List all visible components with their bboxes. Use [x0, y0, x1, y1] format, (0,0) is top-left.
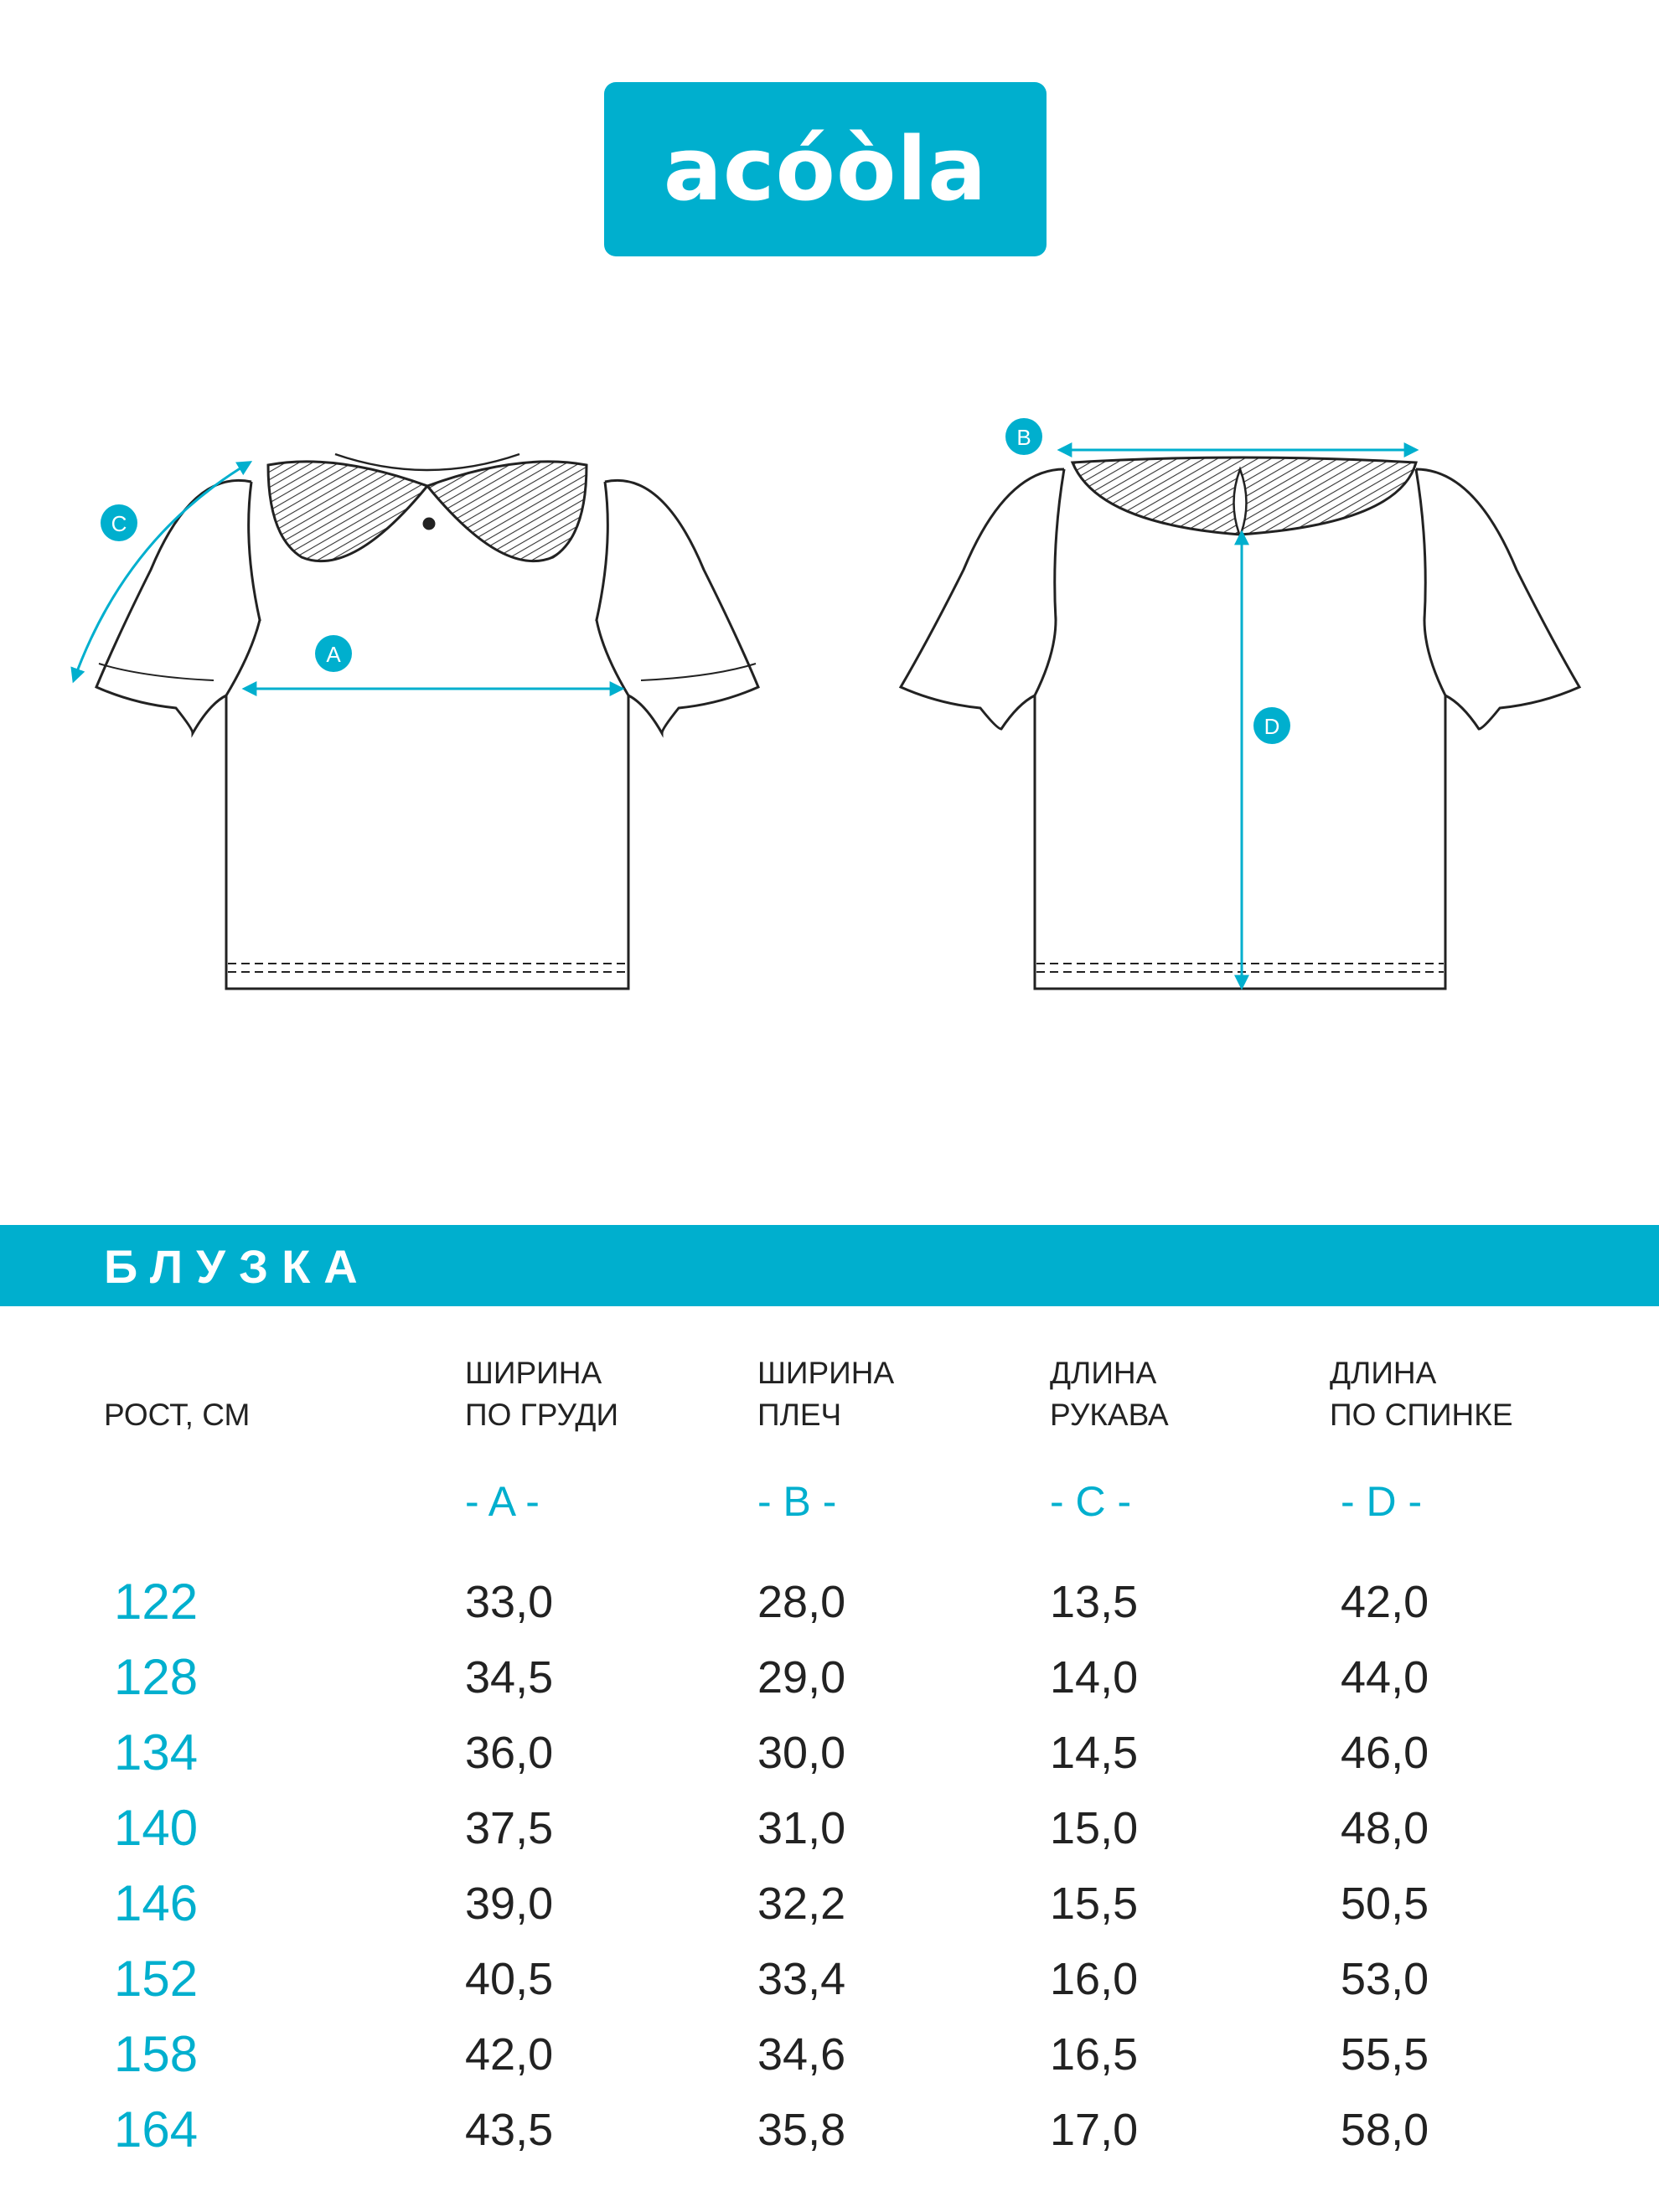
table-cell: 13,5: [1050, 1577, 1139, 1627]
garment-sketch: [0, 402, 1659, 1039]
table-cell: 30,0: [757, 1728, 846, 1778]
table-cell: 43,5: [465, 2105, 554, 2155]
back-view: [901, 457, 1579, 989]
table-cell: 14,0: [1050, 1652, 1139, 1703]
table-cell: 44,0: [1341, 1652, 1429, 1703]
product-title-band: [0, 1225, 1659, 1306]
row-height-134: 134: [114, 1724, 199, 1780]
table-cell: 36,0: [465, 1728, 554, 1778]
table-cell: 29,0: [757, 1652, 846, 1703]
table-cell: 42,0: [465, 2029, 554, 2080]
product-title: БЛУЗКА: [104, 1240, 371, 1293]
col-letter-d: - D -: [1341, 1478, 1423, 1525]
table-cell: 35,8: [757, 2105, 846, 2155]
col-header-chest-width: ШИРИНА ПО ГРУДИ: [465, 1356, 619, 1432]
row-height-128: 128: [114, 1649, 199, 1705]
row-height-122: 122: [114, 1574, 199, 1630]
table-cell: 15,5: [1050, 1879, 1139, 1929]
front-view: [96, 454, 758, 989]
row-height-152: 152: [114, 1951, 199, 2007]
table-cell: 28,0: [757, 1577, 846, 1627]
table-cell: 32,2: [757, 1879, 846, 1929]
table-cell: 33,4: [757, 1954, 846, 2004]
table-cell: 16,0: [1050, 1954, 1139, 2004]
row-height-158: 158: [114, 2026, 199, 2082]
col-header-shoulder-width: ШИРИНА ПЛЕЧ: [757, 1356, 895, 1432]
table-cell: 53,0: [1341, 1954, 1429, 2004]
row-height-140: 140: [114, 1800, 199, 1856]
row-height-146: 146: [114, 1875, 199, 1931]
row-height-164: 164: [114, 2101, 199, 2158]
col-header-sleeve-length: ДЛИНА РУКАВА: [1050, 1356, 1169, 1432]
table-cell: 37,5: [465, 1803, 554, 1853]
table-cell: 17,0: [1050, 2105, 1139, 2155]
table-cell: 31,0: [757, 1803, 846, 1853]
table-cell: 34,5: [465, 1652, 554, 1703]
marker-a-label: A: [326, 642, 341, 667]
table-cell: 55,5: [1341, 2029, 1429, 2080]
col-letter-a: - A -: [465, 1478, 540, 1525]
table-cell: 42,0: [1341, 1577, 1429, 1627]
marker-d: [1253, 707, 1290, 744]
marker-d-label: D: [1264, 714, 1280, 739]
table-cell: 15,0: [1050, 1803, 1139, 1853]
table-cell: 34,6: [757, 2029, 846, 2080]
marker-c: [101, 504, 137, 541]
table-cell: 39,0: [465, 1879, 554, 1929]
row-header: РОСТ, СМ: [104, 1398, 251, 1432]
marker-b-label: B: [1016, 425, 1031, 450]
table-cell: 14,5: [1050, 1728, 1139, 1778]
col-header-back-length: ДЛИНА ПО СПИНКЕ: [1330, 1356, 1513, 1432]
col-letter-c: - C -: [1050, 1478, 1132, 1525]
table-cell: 40,5: [465, 1954, 554, 2004]
brand-logo: [604, 82, 1047, 256]
col-letter-b: - B -: [757, 1478, 837, 1525]
table-cell: 33,0: [465, 1577, 554, 1627]
marker-a: [315, 635, 352, 672]
table-cell: 16,5: [1050, 2029, 1139, 2080]
table-cell: 50,5: [1341, 1879, 1429, 1929]
table-cell: 46,0: [1341, 1728, 1429, 1778]
table-cell: 58,0: [1341, 2105, 1429, 2155]
marker-b: [1005, 418, 1042, 455]
brand-logo-text: acóòla: [663, 118, 988, 220]
marker-c-label: C: [111, 511, 127, 536]
table-cell: 48,0: [1341, 1803, 1429, 1853]
